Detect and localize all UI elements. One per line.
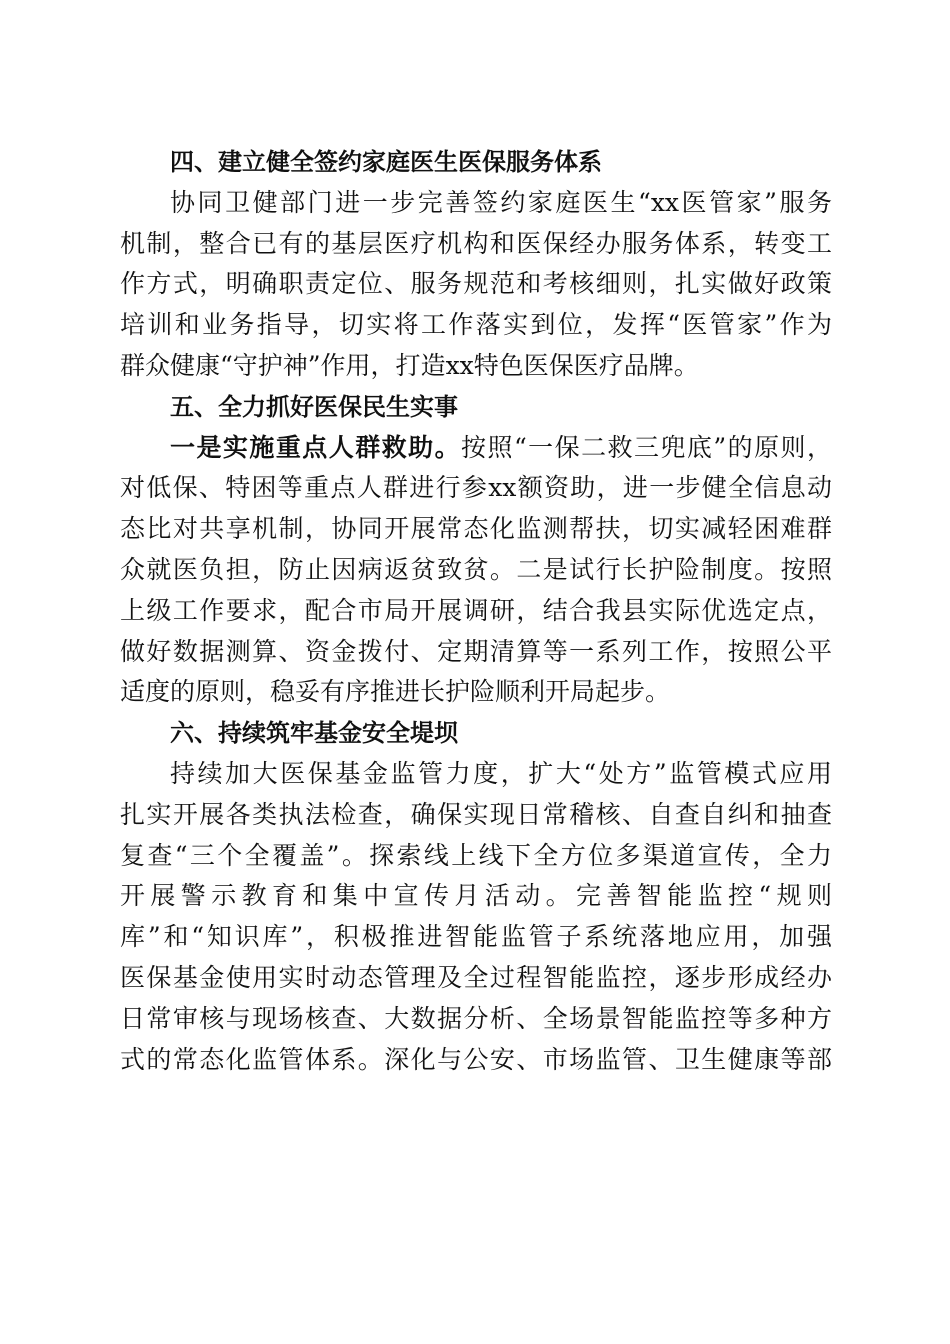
paragraph-line: 复查“三个全覆盖”。探索线上线下全方位多渠道宣传，全力 bbox=[120, 840, 832, 870]
paragraph-line: 对低保、特困等重点人群进行参xx额资助，进一步健全信息动 bbox=[120, 473, 832, 503]
paragraph-line: 持续加大医保基金监管力度，扩大“处方”监管模式应用 bbox=[170, 758, 832, 788]
section-heading-5: 五、全力抓好医保民生实事 bbox=[170, 392, 458, 421]
paragraph-line: 上级工作要求，配合市局开展调研，结合我县实际优选定点， bbox=[120, 595, 832, 625]
paragraph-line: 做好数据测算、资金拨付、定期清算等一系列工作，按照公平 bbox=[120, 636, 832, 666]
paragraph-line-rest: 按照“一保二救三兜底”的原则， bbox=[461, 432, 832, 462]
paragraph-lead: 一是实施重点人群救助。 bbox=[170, 432, 462, 462]
paragraph-line: 扎实开展各类执法检查，确保实现日常稽核、自查自纠和抽查 bbox=[120, 799, 832, 829]
paragraph-line: 协同卫健部门进一步完善签约家庭医生“xx医管家”服务 bbox=[170, 187, 832, 217]
section-paragraph-5 bbox=[120, 428, 832, 714]
document-body bbox=[120, 142, 832, 1080]
paragraph-line: 态比对共享机制，协同开展常态化监测帮扶，切实减轻困难群 bbox=[120, 514, 832, 544]
paragraph-line bbox=[120, 428, 832, 469]
paragraph-line: 众就医负担，防止因病返贫致贫。二是试行长护险制度。按照 bbox=[120, 554, 832, 584]
paragraph-line: 式的常态化监管体系。深化与公安、市场监管、卫生健康等部 bbox=[120, 1044, 832, 1074]
section-heading-6: 六、持续筑牢基金安全堤坝 bbox=[170, 719, 458, 748]
section-paragraph-6 bbox=[120, 754, 832, 1080]
section-heading-4: 四、建立健全签约家庭医生医保服务体系 bbox=[170, 148, 602, 176]
paragraph-line: 开展警示教育和集中宣传月活动。完善智能监控“规则 bbox=[120, 881, 832, 911]
paragraph-line: 适度的原则，稳妥有序推进长护险顺利开局起步。 bbox=[120, 677, 671, 707]
paragraph-line: 培训和业务指导，切实将工作落实到位，发挥“医管家”作为 bbox=[120, 310, 832, 340]
section-paragraph-4 bbox=[120, 183, 832, 387]
paragraph-line: 库”和“知识库”，积极推进智能监管子系统落地应用，加强 bbox=[120, 922, 832, 952]
paragraph-line: 日常审核与现场核查、大数据分析、全场景智能监控等多种方 bbox=[120, 1003, 832, 1033]
paragraph-line: 机制，整合已有的基层医疗机构和医保经办服务体系，转变工 bbox=[120, 228, 832, 258]
paragraph-line: 作方式，明确职责定位、服务规范和考核细则，扎实做好政策 bbox=[120, 269, 832, 299]
paragraph-line: 群众健康“守护神”作用，打造xx特色医保医疗品牌。 bbox=[120, 350, 699, 380]
paragraph-line: 医保基金使用实时动态管理及全过程智能监控，逐步形成经办 bbox=[120, 962, 832, 992]
